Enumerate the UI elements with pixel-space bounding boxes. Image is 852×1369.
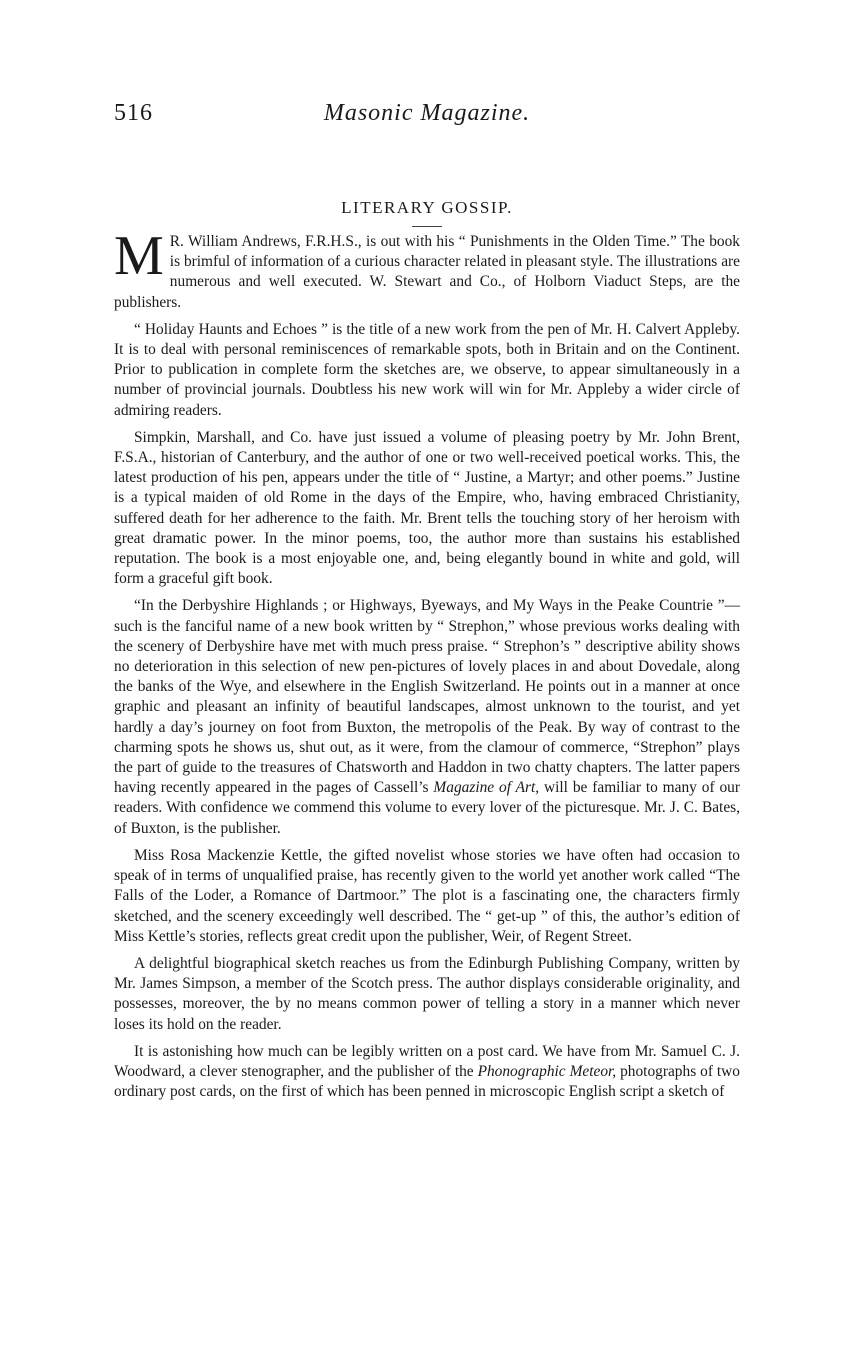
paragraph-strephon-part-a: “In the Derbyshire Highlands ; or Highways, Byeways, and My Ways in the Peake Countrie ”—such is the fanciful name of a new book written by “ Strephon,” whose previous works dealing with the scenery of Derbyshire have met with much press praise. “ Strephon’s ” descriptive ability shows no deterioration in this selection of new pen-pictures of lovely places in and about Dovedale, along the banks of the Wye, and elsewhere in the English Switzerland. He points out in a manner at once graphic and pleasant an infinity of beautiful landscapes, almost unknown to the tourist, and yet hardly a day’s journey on foot from Buxton, the metropolis of the Peak. By way of contrast to the charming spots he shows us, shut out, as it were, from the clamour of commerce, “Strephon” plays the part of guide to the treasures of Chatsworth and Haddon in two chatty chapters. The latter papers having recently appeared in the pages of Cassell’s	[114, 597, 740, 797]
paragraph-strephon	[114, 596, 740, 838]
paragraph-woodward	[114, 1042, 740, 1103]
phonographic-meteor-title: Phonographic Meteor,	[477, 1062, 617, 1080]
paragraph-woodward-part-a: It is astonishing how much can be legibly written on a post card. We have from Mr. Samuel C. J. Woodward, a clever stenographer, and the publisher of the	[114, 1042, 740, 1080]
paragraph-simpson: A delightful biographical sketch reaches us from the Edinburgh Publishing Company, written by Mr. James Simpson, a member of the Scotch press. The author displays considerable originality, and possesses, moreover, the by no means common power of telling a story in a manner which never loses its hold on the reader.	[114, 954, 740, 1033]
paragraph-andrews-text: William Andrews, F.R.H.S., is out with his “ Punishments in the Olden Time.” The book is brimful of information of a curious character related in pleasant style. The illustrations are numerous and well executed. W. Stewart and Co., of Holborn Viaduct Steps, are the publishers.	[114, 233, 740, 311]
title-rule	[412, 226, 442, 227]
paragraph-kettle: Miss Rosa Mackenzie Kettle, the gifted novelist whose stories we have often had occasion to speak of in terms of unqualified praise, has recently given to the world yet another work called “The Falls of the Loder, a Romance of Dartmoor.” The plot is a fascinating one, the characters firmly sketched, and the scenery exceedingly well described. The “ get-up ” of this, the author’s edition of Miss Kettle’s stories, reflects great credit upon the publisher, Weir, of Regent Street.	[114, 846, 740, 945]
magazine-of-art-title: Magazine of Art,	[433, 779, 540, 797]
drop-cap: M	[114, 225, 164, 287]
article-body	[114, 225, 740, 1109]
paragraph-andrews	[114, 225, 740, 313]
magazine-title: Masonic Magazine.	[323, 100, 531, 126]
running-head	[114, 100, 740, 134]
paragraph-woodward-part-b: photographs of two ordinary post cards, on the first of which has been penned in microscopic English script a sketch of	[114, 1062, 740, 1101]
lead-in: R.	[169, 233, 184, 250]
paragraph-strephon-part-b: will be familiar to many of our readers. With confidence we commend this volume to every lover of the picturesque. Mr. J. C. Bates, of Buxton, is the publisher.	[114, 779, 740, 837]
page-number: 516	[114, 100, 153, 126]
paragraph-brent: Simpkin, Marshall, and Co. have just issued a volume of pleasing poetry by Mr. John Brent, F.S.A., historian of Canterbury, and the author of one or two well-received poetical works. This, the latest production of his pen, appears under the title of “ Justine, a Martyr; and other poems.” Justine is a typical maiden of old Rome in the days of the Empire, who, having embraced Christianity, suffered death for her adherence to the faith. Mr. Brent tells the touching story of her heroism with great dramatic power. In the minor poems, too, the author more than sustains his established reputation. The book is a most enjoyable one, and, being elegantly bound in white and gold, will form a graceful gift book.	[114, 428, 740, 588]
paragraph-appleby: “ Holiday Haunts and Echoes ” is the title of a new work from the pen of Mr. H. Calvert Appleby. It is to deal with personal reminiscences of remarkable spots, both in Britain and on the Continent. Prior to publication in complete form the sketches are, we observe, to appear simultaneously in a number of provincial journals. Doubtless his new work will win for Mr. Appleby a wider circle of admiring readers.	[114, 320, 740, 419]
article-title: LITERARY GOSSIP.	[341, 198, 513, 217]
